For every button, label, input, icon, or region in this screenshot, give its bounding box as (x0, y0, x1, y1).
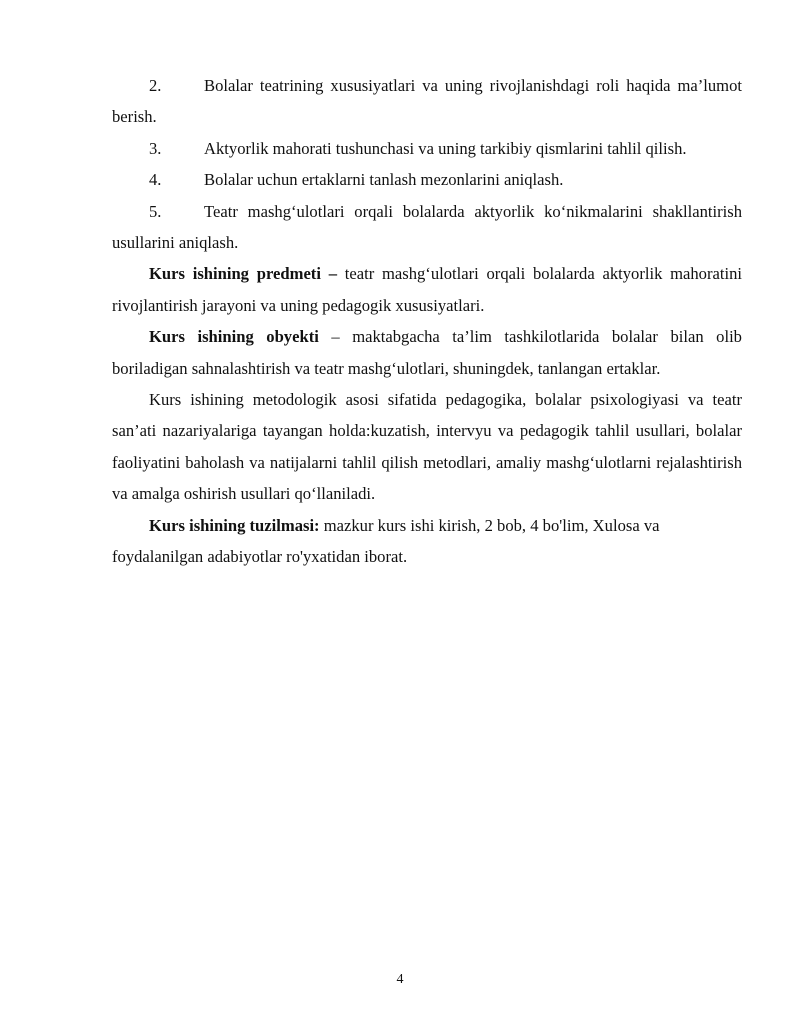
tuzilmasi-label: Kurs ishining tuzilmasi: (149, 515, 320, 535)
predmeti-label: Kurs ishining predmeti – (149, 264, 337, 284)
list-text: Aktyorlik mahorati tushunchasi va uning tarkibiy qismlarini tahlil qilish. (204, 138, 687, 158)
list-item-3 (112, 133, 742, 164)
list-item-5 (112, 196, 742, 259)
list-item-2 (112, 70, 742, 133)
tuzilmasi-text: mazkur kurs ishi kirish, 2 bob, 4 bo'lim, Xulosa va foydalanilgan adabiyotlar ro'yxatidan iborat. (112, 515, 660, 567)
metodologik-text: Kurs ishining metodologik asosi sifatida pedagogika, bolalar psixologiyasi va teatr san’ati nazariyalariga tayangan holda:kuzatish, intervyu va pedagogik tahlil usullari, bolalar faoliyatini baholash va natijalarni tahlil qilish metodlari, amaliy mashg‘ulotlarni rejalashtirish va amalga oshirish usullari qo‘llaniladi. (112, 390, 742, 504)
list-text: Teatr mashg‘ulotlari orqali bolalarda aktyorlik ko‘nikmalarini shakllantirish usullarini aniqlash. (112, 201, 742, 253)
obyekti-text: – maktabgacha ta’lim tashkilotlarida bolalar bilan olib boriladigan sahnalashtirish va teatr mashg‘ulotlari, shuningdek, tanlangan ertaklar. (112, 327, 742, 378)
list-number: 5. (149, 201, 162, 221)
obyekti-label: Kurs ishining obyekti (149, 327, 319, 347)
predmeti-paragraph (112, 258, 742, 321)
list-item-4 (112, 164, 742, 195)
tuzilmasi-paragraph (112, 510, 742, 573)
page-content (112, 70, 742, 573)
list-text: Bolalar uchun ertaklarni tanlash mezonlarini aniqlash. (204, 170, 564, 190)
list-text: Bolalar teatrining xususiyatlari va uning rivojlanishdagi roli haqida ma’lumot berish. (112, 76, 742, 127)
list-number: 3. (149, 138, 162, 158)
page-number: 4 (396, 972, 404, 987)
obyekti-paragraph (112, 321, 742, 384)
list-number: 2. (149, 76, 162, 95)
list-number: 4. (149, 170, 162, 190)
metodologik-paragraph (112, 384, 742, 510)
predmeti-text: teatr mashg‘ulotlari orqali bolalarda aktyorlik mahoratini rivojlantirish jarayoni va uning pedagogik xususiyatlari. (112, 264, 742, 315)
